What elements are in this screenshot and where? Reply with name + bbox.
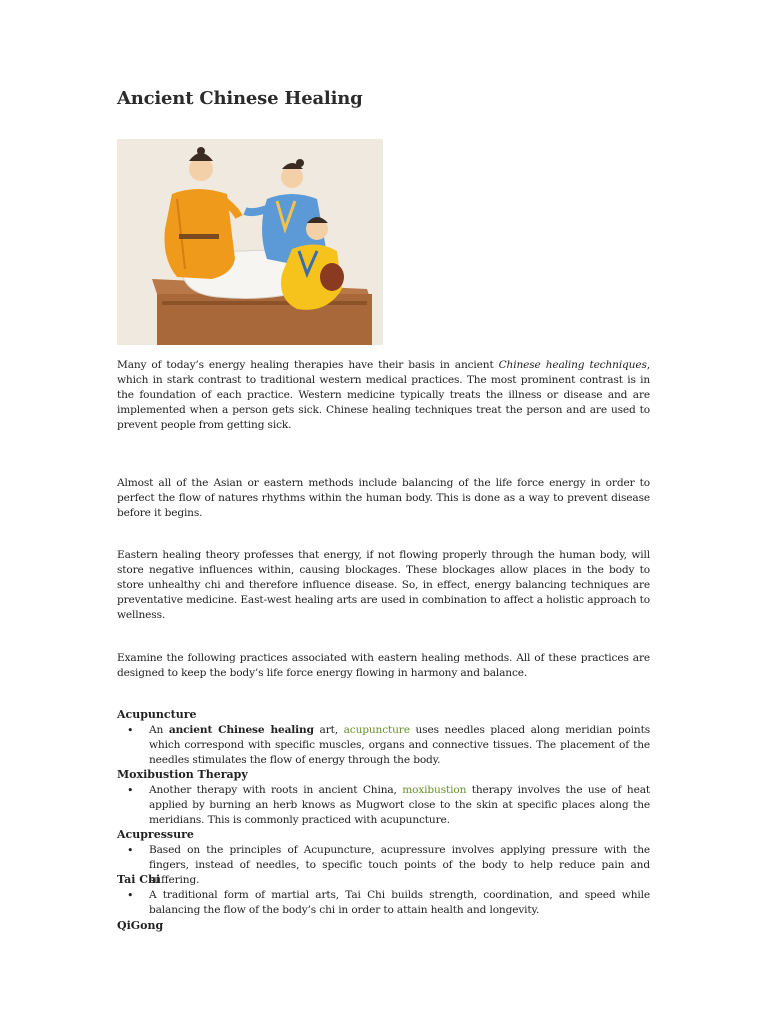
- acupressure-text: Based on the principles of Acupuncture, acupressure involves applying pressure with the fingers, instead of needles, to specific touch points of the body to help reduce pain and suffering.: [149, 844, 650, 886]
- acupuncture-text-mid: art,: [313, 724, 344, 736]
- bullet-glyph: •: [127, 724, 134, 737]
- acupuncture-text-end: uses needles placed along meridian points which correspond with specific muscles, organs and connective tissues. The placement of the needles stimulates the flow of energy through the body.: [149, 724, 650, 766]
- heading-acupuncture: Acupuncture: [117, 708, 197, 721]
- list-item: [117, 783, 650, 828]
- bullet-glyph: •: [127, 784, 134, 797]
- heading-acupressure: Acupressure: [117, 828, 194, 841]
- paragraph-theory: Eastern healing theory professes that energy, if not flowing properly through the human body, will store negative influences within, causing blockages. These blockages allow places in the body to store unhealthy chi and therefore influence disease. So, in effect, energy balancing techniques are preventative medicine. East-west healing arts are used in combination to affect a holistic approach to wellness.: [117, 549, 650, 621]
- healing-illustration: [117, 139, 383, 345]
- intro-text-end: , which in stark contrast to traditional western medical practices. The most prominent contrast is in the foundation of each practice. Western medicine typically treats the illness or disease and are implemented when a person gets sick. Chinese healing techniques treat the person and are used to prevent people from getting sick.: [117, 359, 650, 431]
- intro-italic-text: Chinese healing techniques: [498, 359, 647, 371]
- acupuncture-text: [149, 723, 650, 768]
- moxibustion-link[interactable]: moxibustion: [402, 784, 467, 796]
- heading-qigong: QiGong: [117, 919, 164, 932]
- acupuncture-link[interactable]: acupuncture: [343, 724, 410, 736]
- acupuncture-bold-text: ancient Chinese healing: [168, 724, 314, 736]
- moxibustion-text-start: Another therapy with roots in ancient China,: [149, 784, 403, 796]
- moxibustion-text-end: therapy involves the use of heat applied by burning an herb knows as Mugwort close to the skin at specific places along the meridians. This is commonly practiced with acupuncture.: [149, 784, 650, 826]
- moxibustion-text: [149, 783, 650, 828]
- intro-text-start: Many of today’s energy healing therapies have their basis in ancient: [117, 359, 499, 371]
- list-item: [117, 888, 650, 918]
- bullet-glyph: •: [127, 844, 134, 857]
- tai-chi-text: A traditional form of martial arts, Tai Chi builds strength, coordination, and speed while balancing the flow of the body’s chi in order to attain health and longevity.: [149, 889, 650, 916]
- heading-tai-chi: Tai Chi: [117, 873, 161, 886]
- heading-moxibustion: Moxibustion Therapy: [117, 768, 248, 781]
- list-item: [117, 843, 650, 888]
- intro-paragraph: [117, 358, 650, 433]
- paragraph-balance: Almost all of the Asian or eastern methods include balancing of the life force energy in order to perfect the flow of natures rhythms within the human body. This is done as a way to prevent disease before it begins.: [117, 477, 650, 519]
- bullet-glyph: •: [127, 889, 134, 902]
- page-title: Ancient Chinese Healing: [117, 88, 363, 109]
- paragraph-examine: Examine the following practices associated with eastern healing methods. All of these practices are designed to keep the body’s life force energy flowing in harmony and balance.: [117, 652, 650, 679]
- acupuncture-text-start: An: [149, 724, 169, 736]
- list-item: [117, 723, 650, 768]
